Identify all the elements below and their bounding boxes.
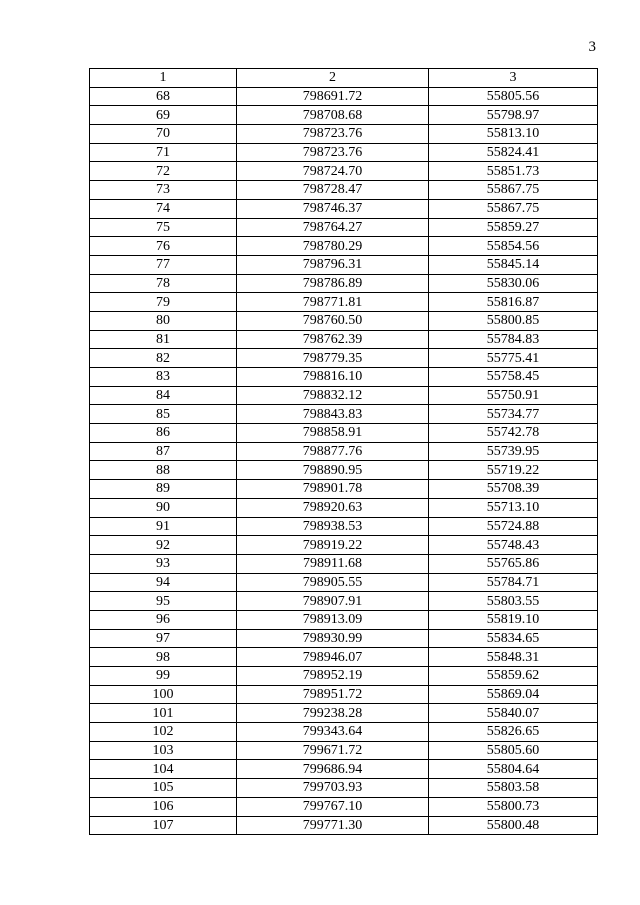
y-coordinate-cell: 55805.60 bbox=[429, 741, 598, 760]
point-number-cell: 87 bbox=[90, 442, 237, 461]
table-row bbox=[90, 797, 598, 816]
point-number-cell: 81 bbox=[90, 330, 237, 349]
x-coordinate-cell: 799671.72 bbox=[237, 741, 429, 760]
y-coordinate-cell: 55734.77 bbox=[429, 405, 598, 424]
y-coordinate-cell: 55750.91 bbox=[429, 386, 598, 405]
table-row bbox=[90, 386, 598, 405]
y-coordinate-cell: 55800.48 bbox=[429, 816, 598, 835]
table-row bbox=[90, 162, 598, 181]
point-number-cell: 77 bbox=[90, 255, 237, 274]
y-coordinate-cell: 55834.65 bbox=[429, 629, 598, 648]
table-row bbox=[90, 330, 598, 349]
x-coordinate-cell: 798905.55 bbox=[237, 573, 429, 592]
x-coordinate-cell: 798938.53 bbox=[237, 517, 429, 536]
column-header-2: 2 bbox=[237, 69, 429, 88]
table-row bbox=[90, 498, 598, 517]
x-coordinate-cell: 798762.39 bbox=[237, 330, 429, 349]
point-number-cell: 104 bbox=[90, 760, 237, 779]
y-coordinate-cell: 55758.45 bbox=[429, 368, 598, 387]
table-row bbox=[90, 237, 598, 256]
y-coordinate-cell: 55805.56 bbox=[429, 87, 598, 106]
x-coordinate-cell: 798779.35 bbox=[237, 349, 429, 368]
x-coordinate-cell: 798816.10 bbox=[237, 368, 429, 387]
x-coordinate-cell: 798946.07 bbox=[237, 648, 429, 667]
point-number-cell: 84 bbox=[90, 386, 237, 405]
table-row bbox=[90, 274, 598, 293]
column-header-3: 3 bbox=[429, 69, 598, 88]
point-number-cell: 106 bbox=[90, 797, 237, 816]
x-coordinate-cell: 798723.76 bbox=[237, 125, 429, 144]
y-coordinate-cell: 55859.27 bbox=[429, 218, 598, 237]
x-coordinate-cell: 798723.76 bbox=[237, 143, 429, 162]
x-coordinate-cell: 798951.72 bbox=[237, 685, 429, 704]
point-number-cell: 79 bbox=[90, 293, 237, 312]
x-coordinate-cell: 798708.68 bbox=[237, 106, 429, 125]
table-row bbox=[90, 480, 598, 499]
table-row bbox=[90, 816, 598, 835]
point-number-cell: 90 bbox=[90, 498, 237, 517]
point-number-cell: 98 bbox=[90, 648, 237, 667]
table-row bbox=[90, 667, 598, 686]
point-number-cell: 102 bbox=[90, 723, 237, 742]
table-row bbox=[90, 349, 598, 368]
table-row bbox=[90, 704, 598, 723]
table-body bbox=[90, 87, 598, 835]
y-coordinate-cell: 55713.10 bbox=[429, 498, 598, 517]
x-coordinate-cell: 798764.27 bbox=[237, 218, 429, 237]
table-row bbox=[90, 517, 598, 536]
y-coordinate-cell: 55804.64 bbox=[429, 760, 598, 779]
table-header-row bbox=[90, 69, 598, 88]
table-row bbox=[90, 648, 598, 667]
y-coordinate-cell: 55800.73 bbox=[429, 797, 598, 816]
table-row bbox=[90, 311, 598, 330]
y-coordinate-cell: 55739.95 bbox=[429, 442, 598, 461]
x-coordinate-cell: 798786.89 bbox=[237, 274, 429, 293]
y-coordinate-cell: 55784.71 bbox=[429, 573, 598, 592]
y-coordinate-cell: 55819.10 bbox=[429, 610, 598, 629]
table-row bbox=[90, 125, 598, 144]
x-coordinate-cell: 799238.28 bbox=[237, 704, 429, 723]
table-row bbox=[90, 536, 598, 555]
x-coordinate-cell: 798796.31 bbox=[237, 255, 429, 274]
point-number-cell: 73 bbox=[90, 181, 237, 200]
point-number-cell: 92 bbox=[90, 536, 237, 555]
point-number-cell: 71 bbox=[90, 143, 237, 162]
point-number-cell: 105 bbox=[90, 779, 237, 798]
table-row bbox=[90, 610, 598, 629]
table-row bbox=[90, 554, 598, 573]
y-coordinate-cell: 55708.39 bbox=[429, 480, 598, 499]
table-row bbox=[90, 442, 598, 461]
table-row bbox=[90, 368, 598, 387]
point-number-cell: 95 bbox=[90, 592, 237, 611]
x-coordinate-cell: 799767.10 bbox=[237, 797, 429, 816]
point-number-cell: 69 bbox=[90, 106, 237, 125]
y-coordinate-cell: 55724.88 bbox=[429, 517, 598, 536]
y-coordinate-cell: 55803.58 bbox=[429, 779, 598, 798]
table-row bbox=[90, 779, 598, 798]
y-coordinate-cell: 55826.65 bbox=[429, 723, 598, 742]
y-coordinate-cell: 55775.41 bbox=[429, 349, 598, 368]
table-row bbox=[90, 293, 598, 312]
x-coordinate-cell: 798843.83 bbox=[237, 405, 429, 424]
x-coordinate-cell: 798771.81 bbox=[237, 293, 429, 312]
x-coordinate-cell: 798760.50 bbox=[237, 311, 429, 330]
point-number-cell: 99 bbox=[90, 667, 237, 686]
table-row bbox=[90, 255, 598, 274]
table-row bbox=[90, 760, 598, 779]
x-coordinate-cell: 798890.95 bbox=[237, 461, 429, 480]
table-row bbox=[90, 592, 598, 611]
point-number-cell: 103 bbox=[90, 741, 237, 760]
x-coordinate-cell: 799343.64 bbox=[237, 723, 429, 742]
point-number-cell: 93 bbox=[90, 554, 237, 573]
y-coordinate-cell: 55867.75 bbox=[429, 181, 598, 200]
point-number-cell: 82 bbox=[90, 349, 237, 368]
x-coordinate-cell: 798919.22 bbox=[237, 536, 429, 555]
point-number-cell: 101 bbox=[90, 704, 237, 723]
y-coordinate-cell: 55859.62 bbox=[429, 667, 598, 686]
x-coordinate-cell: 798952.19 bbox=[237, 667, 429, 686]
point-number-cell: 78 bbox=[90, 274, 237, 293]
table-row bbox=[90, 143, 598, 162]
point-number-cell: 74 bbox=[90, 199, 237, 218]
table-row bbox=[90, 629, 598, 648]
point-number-cell: 85 bbox=[90, 405, 237, 424]
point-number-cell: 91 bbox=[90, 517, 237, 536]
point-number-cell: 100 bbox=[90, 685, 237, 704]
table-row bbox=[90, 87, 598, 106]
point-number-cell: 107 bbox=[90, 816, 237, 835]
x-coordinate-cell: 798691.72 bbox=[237, 87, 429, 106]
table-row bbox=[90, 685, 598, 704]
point-number-cell: 97 bbox=[90, 629, 237, 648]
point-number-cell: 83 bbox=[90, 368, 237, 387]
y-coordinate-cell: 55742.78 bbox=[429, 424, 598, 443]
y-coordinate-cell: 55830.06 bbox=[429, 274, 598, 293]
table-row bbox=[90, 461, 598, 480]
y-coordinate-cell: 55824.41 bbox=[429, 143, 598, 162]
page-number: 3 bbox=[588, 39, 596, 55]
x-coordinate-cell: 798724.70 bbox=[237, 162, 429, 181]
column-header-1: 1 bbox=[90, 69, 237, 88]
x-coordinate-cell: 798913.09 bbox=[237, 610, 429, 629]
table-row bbox=[90, 424, 598, 443]
point-number-cell: 75 bbox=[90, 218, 237, 237]
x-coordinate-cell: 798877.76 bbox=[237, 442, 429, 461]
table-row bbox=[90, 106, 598, 125]
point-number-cell: 80 bbox=[90, 311, 237, 330]
x-coordinate-cell: 798911.68 bbox=[237, 554, 429, 573]
point-number-cell: 89 bbox=[90, 480, 237, 499]
point-number-cell: 76 bbox=[90, 237, 237, 256]
x-coordinate-cell: 798746.37 bbox=[237, 199, 429, 218]
y-coordinate-cell: 55854.56 bbox=[429, 237, 598, 256]
y-coordinate-cell: 55784.83 bbox=[429, 330, 598, 349]
table-row bbox=[90, 218, 598, 237]
point-number-cell: 94 bbox=[90, 573, 237, 592]
x-coordinate-cell: 798930.99 bbox=[237, 629, 429, 648]
y-coordinate-cell: 55748.43 bbox=[429, 536, 598, 555]
x-coordinate-cell: 798907.91 bbox=[237, 592, 429, 611]
table-row bbox=[90, 181, 598, 200]
table-row bbox=[90, 573, 598, 592]
coordinates-table bbox=[89, 68, 598, 835]
table-row bbox=[90, 741, 598, 760]
y-coordinate-cell: 55869.04 bbox=[429, 685, 598, 704]
point-number-cell: 70 bbox=[90, 125, 237, 144]
y-coordinate-cell: 55803.55 bbox=[429, 592, 598, 611]
point-number-cell: 96 bbox=[90, 610, 237, 629]
x-coordinate-cell: 798901.78 bbox=[237, 480, 429, 499]
point-number-cell: 72 bbox=[90, 162, 237, 181]
table-row bbox=[90, 199, 598, 218]
y-coordinate-cell: 55765.86 bbox=[429, 554, 598, 573]
y-coordinate-cell: 55800.85 bbox=[429, 311, 598, 330]
y-coordinate-cell: 55867.75 bbox=[429, 199, 598, 218]
y-coordinate-cell: 55840.07 bbox=[429, 704, 598, 723]
x-coordinate-cell: 798780.29 bbox=[237, 237, 429, 256]
y-coordinate-cell: 55813.10 bbox=[429, 125, 598, 144]
table-row bbox=[90, 405, 598, 424]
point-number-cell: 68 bbox=[90, 87, 237, 106]
y-coordinate-cell: 55851.73 bbox=[429, 162, 598, 181]
x-coordinate-cell: 798920.63 bbox=[237, 498, 429, 517]
x-coordinate-cell: 798728.47 bbox=[237, 181, 429, 200]
table-row bbox=[90, 723, 598, 742]
x-coordinate-cell: 798858.91 bbox=[237, 424, 429, 443]
point-number-cell: 88 bbox=[90, 461, 237, 480]
point-number-cell: 86 bbox=[90, 424, 237, 443]
y-coordinate-cell: 55719.22 bbox=[429, 461, 598, 480]
x-coordinate-cell: 799771.30 bbox=[237, 816, 429, 835]
x-coordinate-cell: 799703.93 bbox=[237, 779, 429, 798]
y-coordinate-cell: 55816.87 bbox=[429, 293, 598, 312]
y-coordinate-cell: 55845.14 bbox=[429, 255, 598, 274]
y-coordinate-cell: 55798.97 bbox=[429, 106, 598, 125]
x-coordinate-cell: 799686.94 bbox=[237, 760, 429, 779]
y-coordinate-cell: 55848.31 bbox=[429, 648, 598, 667]
x-coordinate-cell: 798832.12 bbox=[237, 386, 429, 405]
